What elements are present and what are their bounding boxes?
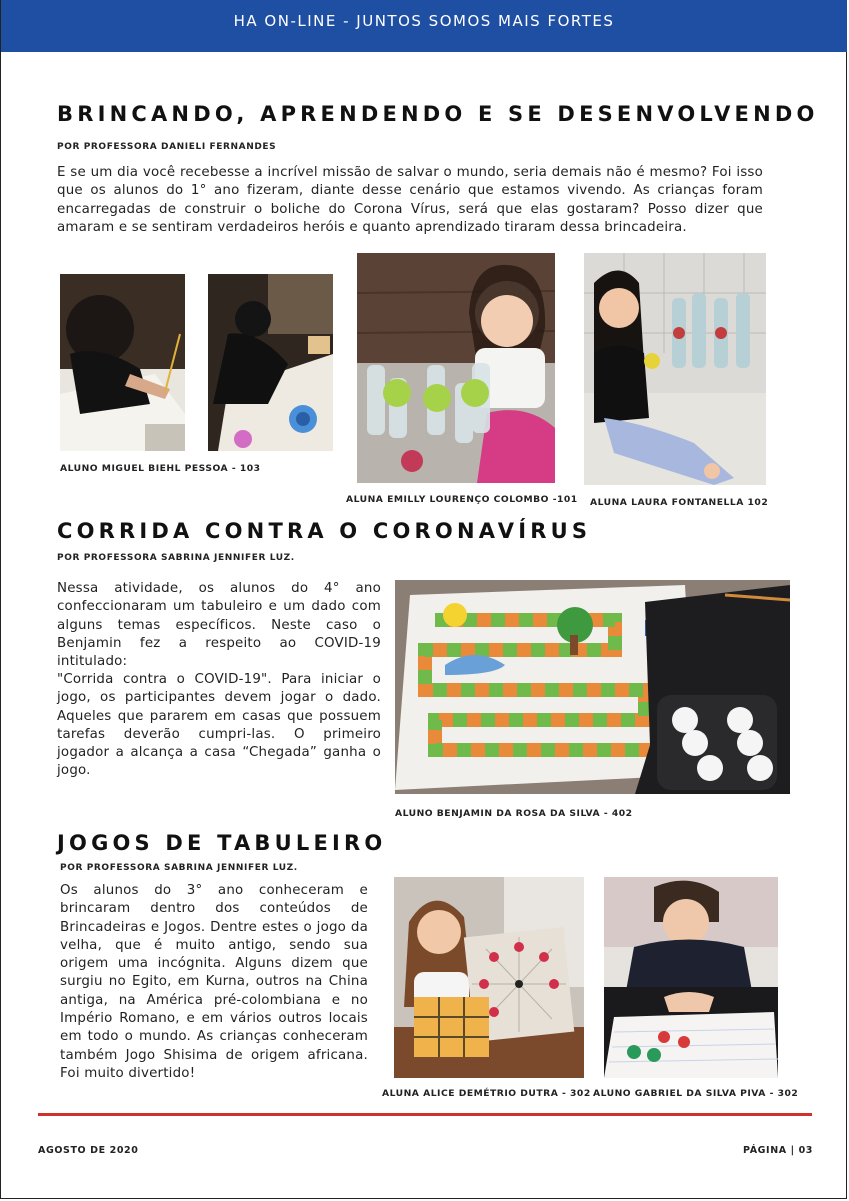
footer-date: AGOSTO DE 2020 (38, 1145, 139, 1156)
section-byline: POR PROFESSORA SABRINA JENNIFER LUZ. (57, 553, 295, 563)
photo-gabriel-game (604, 877, 778, 1078)
photo-emilly-bowling (357, 253, 555, 483)
photo-miguel-drawing-1 (60, 274, 185, 451)
caption-laura: ALUNA LAURA FONTANELLA 102 (590, 497, 769, 508)
caption-alice: ALUNA ALICE DEMÉTRIO DUTRA - 302 (382, 1088, 591, 1099)
photo-corrida-board (395, 580, 790, 794)
section-paragraph-rules: "Corrida contra o COVID-19". Para iniciar o jogo, os participantes devem jogar o dado. Aqueles que pararem em casas que possuem tarefas deverão cumpri-las. O primeiro jogador a alcança a casa “Chegada” ganha o jogo. (57, 672, 381, 779)
section-byline: POR PROFESSORA SABRINA JENNIFER LUZ. (60, 863, 298, 873)
photo-alice-boards (394, 877, 584, 1078)
section-paragraph: E se um dia você recebesse a incrível missão de salvar o mundo, seria demais não é mesmo? Foi isso que os alunos do 1° ano fizeram, diante desse cenário que estamos vivendo. As crianças foram encarregadas de construir o boliche do Corona Vírus, será que elas gostaram? Posso dizer que amaram e se sentiram verdadeiros heróis e quanto aprendizado tiraram dessa brincadeira. (57, 165, 763, 235)
section-paragraph-intro: Nessa atividade, os alunos do 4° ano confeccionaram um tabuleiro e um dado com alguns temas específicos. Neste caso o Benjamin fez a respeito ao COVID-19 intitulado: (57, 581, 381, 670)
photo-miguel-drawing-2 (208, 274, 333, 451)
caption-gabriel: ALUNO GABRIEL DA SILVA PIVA - 302 (593, 1088, 799, 1099)
section-paragraph: Os alunos do 3° ano conheceram e brincaram dentro dos conteúdos de Brincadeiras e Jogos. Dentre estes o jogo da velha, que é muito antigo, sendo sua origem uma incógnita. Alguns dizem que surgiu no Egito, em Kurna, outros na China antiga, na América pré-colombiana e no Império Romano, e em vários outros locais em todo o mundo. As crianças conheceram também Jogo Shisima de origem africana. Foi muito divertido! (60, 883, 368, 1081)
page-header: HA ON-LINE - JUNTOS SOMOS MAIS FORTES (1, 0, 847, 52)
footer-rule (38, 1113, 812, 1116)
caption-benjamin: ALUNO BENJAMIN DA ROSA DA SILVA - 402 (395, 808, 633, 819)
caption-emilly: ALUNA EMILLY LOURENÇO COLOMBO -101 (346, 494, 578, 505)
footer-page-number: PÁGINA | 03 (743, 1145, 813, 1156)
photo-laura-bowling (584, 253, 766, 485)
section-byline: POR PROFESSORA DANIELI FERNANDES (57, 142, 277, 152)
section-title-brincando: BRINCANDO, APRENDENDO E SE DESENVOLVENDO (57, 102, 819, 126)
section-title-jogos: JOGOS DE TABULEIRO (57, 831, 387, 855)
caption-miguel: ALUNO MIGUEL BIEHL PESSOA - 103 (60, 463, 261, 474)
section-title-corrida: CORRIDA CONTRA O CORONAVÍRUS (57, 519, 592, 543)
